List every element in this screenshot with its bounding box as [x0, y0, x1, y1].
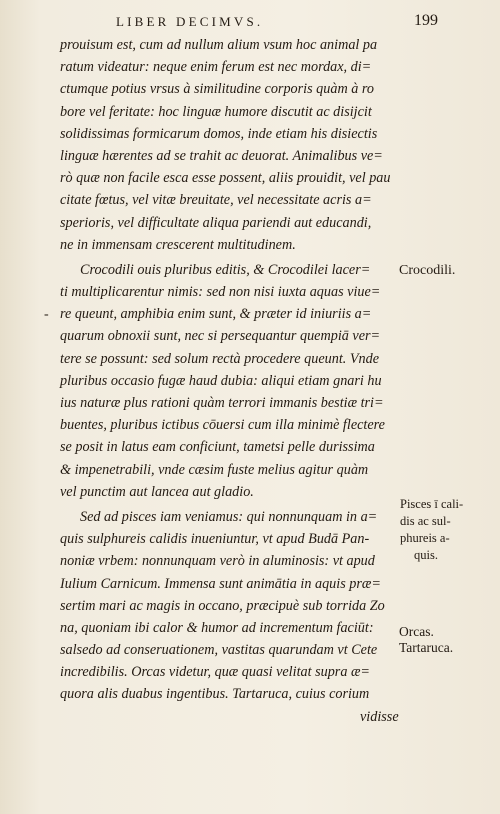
- text-line: bore vel feritate: hoc linguæ humore discutit ac disijcit: [60, 103, 372, 120]
- text-line: quarum obnoxii sunt, nec si persequantur quempiā ver=: [60, 328, 381, 345]
- text-line: solidissimas formicarum domos, inde etiam his disiectis: [60, 125, 378, 142]
- margin-note-pisces: phureis a-: [400, 531, 450, 545]
- text-line: Sed ad pisces iam veniamus: qui nonnunquam in a=: [80, 508, 378, 525]
- text-line: na, quoniam ibi calor & humor ad incrementum faciūt:: [60, 619, 374, 636]
- text-line: quora alis duabus ingentibus. Tartaruca, cuius corium: [60, 686, 370, 703]
- text-line: ne in immensam crescerent multitudinem.: [60, 236, 296, 253]
- text-line: tere se possunt: sed solum rectà procedere queunt. Vnde: [60, 350, 380, 367]
- text-line: Crocodili ouis pluribus editis, & Crocodilei lacer=: [80, 261, 371, 278]
- text-line: se posit in latus eam conficiunt, tametsi pelle durissima: [60, 439, 375, 456]
- running-title: LIBER DECIMVS.: [116, 14, 264, 29]
- text-line: ti multiplicarentur nimis: sed non nisi iuxta aquas viue=: [60, 284, 381, 301]
- text-line: ctumque potius vrsus à similitudine corporis quàm à ro: [60, 81, 374, 98]
- margin-note-pisces: quis.: [414, 548, 438, 562]
- text-line: salsedo ad conseruationem, vastitas quarundam vt Cete: [60, 642, 378, 659]
- margin-note-pisces: Pisces ī cali-: [400, 497, 464, 511]
- margin-note-orcas: Orcas.: [399, 624, 434, 639]
- text-line: ratum videatur: neque enim ferum est nec mordax, di=: [60, 59, 372, 76]
- text-line: incredibilis. Orcas videtur, quæ quasi velitat supra æ=: [60, 664, 370, 681]
- text-line: rò quæ non facile esca esse possent, aliis prouidit, vel pau: [60, 170, 391, 187]
- margin-note-tartaruca: Tartaruca.: [399, 640, 454, 655]
- text-line: sertim mari ac magis in occano, præcipuè sub torrida Zo: [60, 597, 385, 614]
- text-line: Iulium Carnicum. Immensa sunt animātia in aquis præ=: [60, 575, 381, 592]
- text-line: ius naturæ plus rationi quàm terrori immanis bestiæ tri=: [60, 395, 384, 411]
- text-line: vel punctim aut lancea aut gladio.: [60, 483, 254, 500]
- text-line: pluribus occasio fugæ haud dubia: aliqui etiam gnari hu: [60, 372, 382, 389]
- text-line: quis sulphureis calidis inueniuntur, vt apud Budā Pan-: [60, 531, 370, 548]
- text-line: citate fœtus, vel vitæ breuitate, vel necessitate acris a=: [60, 192, 372, 209]
- text-line: linguæ hærentes ad se trahit ac deuorat. Animalibus ve=: [60, 147, 383, 164]
- text-line: buentes, pluribus ictibus cōuersi cum illa minimè flectere: [60, 417, 385, 434]
- margin-mark: -: [44, 307, 49, 322]
- margin-note-crocodili: Crocodili.: [399, 263, 456, 278]
- margin-note-pisces: dis ac sul-: [400, 514, 451, 528]
- text-line: vidisse: [360, 708, 399, 725]
- text-line: sperioris, vel difficultate aliqua pariendi aut educandi,: [60, 214, 372, 231]
- text-line: noniæ vrbem: nonnunquam verò in aluminosis: vt apud: [60, 553, 375, 570]
- text-line: prouisum est, cum ad nullum alium vsum hoc animal pa: [60, 37, 378, 53]
- page-number: 199: [414, 12, 438, 29]
- text-line: re queunt, amphibia enim sunt, & præter id iniuriis a=: [60, 306, 372, 323]
- text-line: & impenetrabili, vnde cæsim fuste melius agitur quàm: [60, 461, 369, 478]
